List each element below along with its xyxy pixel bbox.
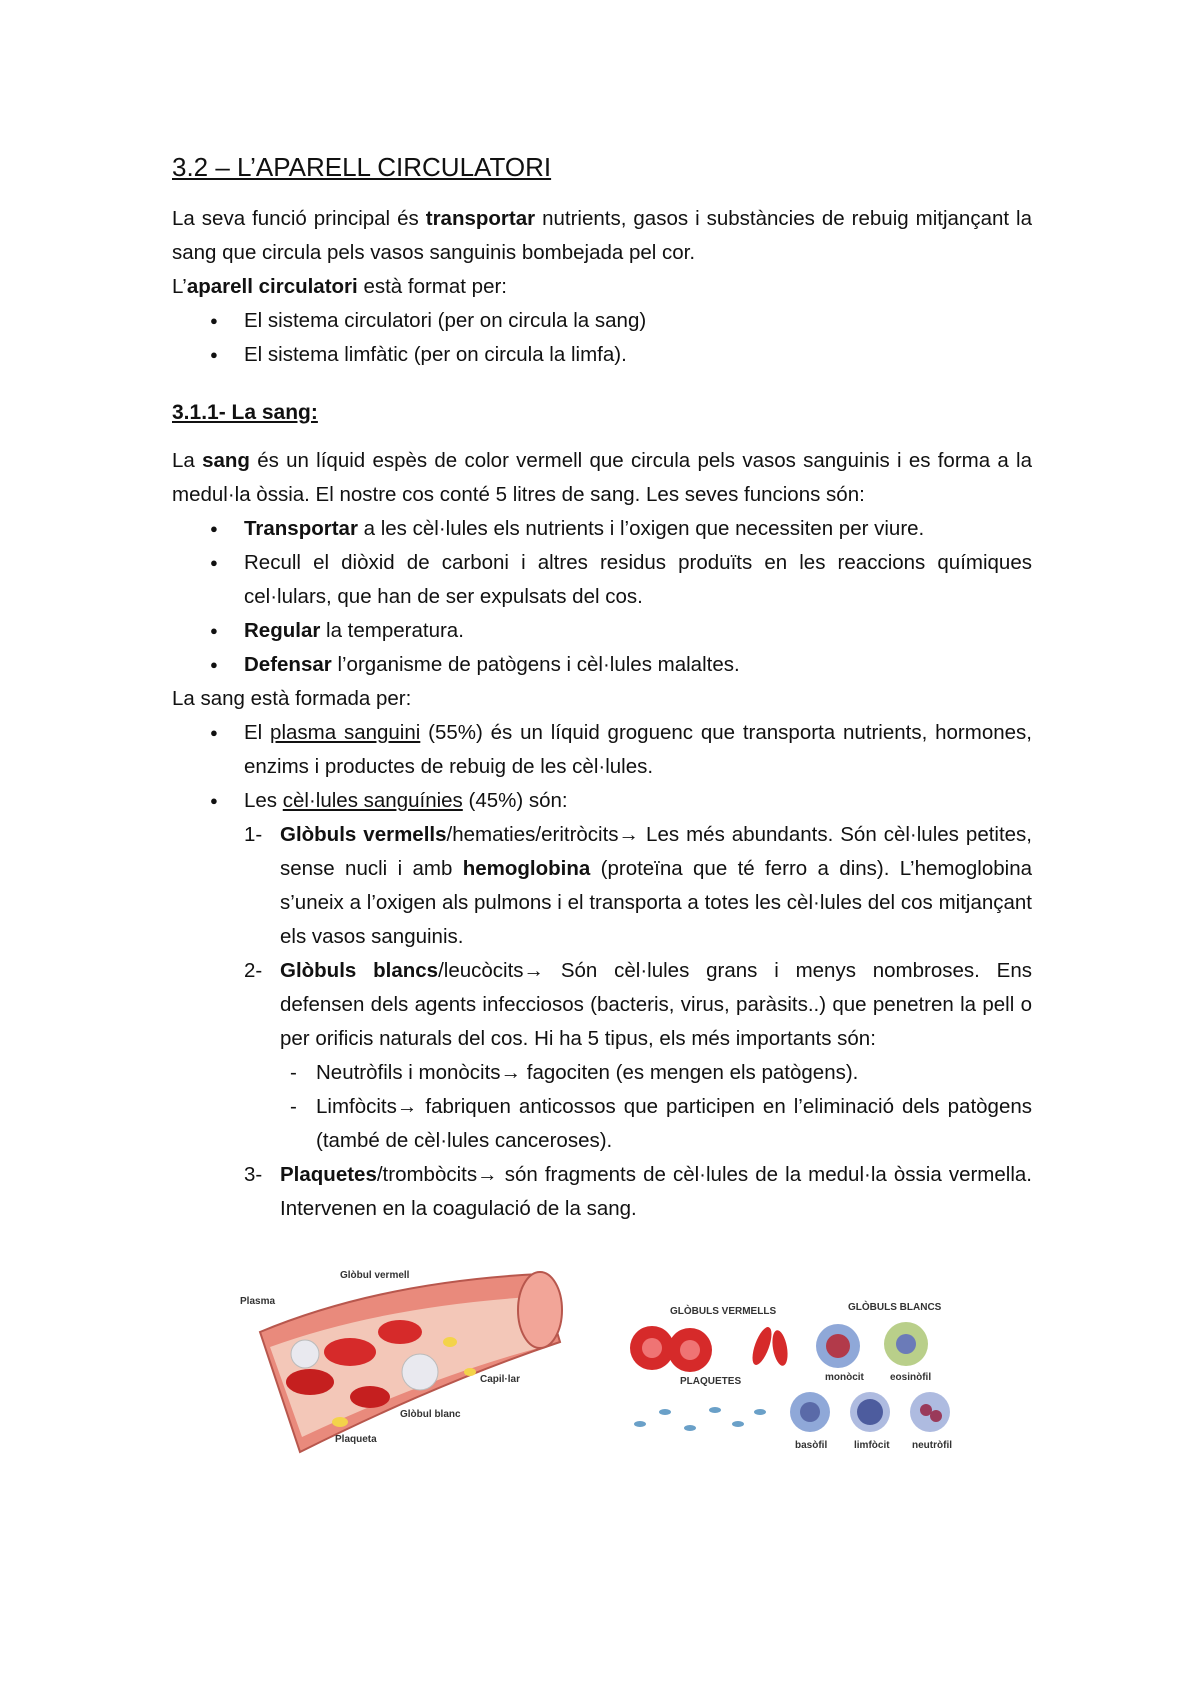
bold-text: Defensar bbox=[244, 653, 332, 676]
intro-paragraph-2 bbox=[172, 270, 1032, 304]
arrow-icon: → bbox=[477, 1163, 498, 1186]
red-blood-cell bbox=[378, 1320, 422, 1344]
platelet bbox=[634, 1421, 646, 1427]
red-blood-cell bbox=[324, 1338, 376, 1366]
text: La seva funció principal és bbox=[172, 207, 426, 230]
red-blood-cell-center bbox=[642, 1338, 662, 1358]
cells-list-cont bbox=[172, 1158, 1032, 1226]
list-item bbox=[172, 1056, 1032, 1090]
platelet bbox=[754, 1409, 766, 1415]
arrow-icon: → bbox=[396, 1095, 418, 1118]
arrow-icon: → bbox=[523, 959, 545, 982]
list-item bbox=[172, 1090, 1032, 1158]
arrow-icon: → bbox=[618, 823, 640, 846]
composition-list bbox=[172, 716, 1032, 818]
monocyte-nucleus bbox=[826, 1334, 850, 1358]
text: està format per: bbox=[357, 275, 508, 298]
figures bbox=[0, 1262, 1200, 1462]
platelet bbox=[464, 1368, 476, 1376]
red-blood-cell bbox=[350, 1386, 390, 1408]
red-blood-cell-side bbox=[770, 1329, 790, 1367]
text: l’organisme de patògens i cèl·lules malaltes. bbox=[331, 653, 740, 676]
text: La bbox=[172, 449, 203, 472]
text: fagociten (es mengen els patògens). bbox=[521, 1061, 859, 1084]
text: Recull el diòxid de carboni i altres residus produïts en les reaccions químiques cel·lulars, que han de ser expulsats del cos. bbox=[244, 551, 1032, 608]
platelet bbox=[709, 1407, 721, 1413]
neutrophil-nucleus bbox=[930, 1410, 942, 1422]
list-item bbox=[172, 614, 1032, 648]
text: nutrients, gasos i substàncies de rebuig mitjançant la sang que circula pels vasos sanguinis bombejada pel cor. bbox=[172, 207, 1033, 264]
text: a les cèl·lules els nutrients i l’oxigen que necessiten per viure. bbox=[357, 517, 925, 540]
eosinophil-nucleus bbox=[896, 1334, 916, 1354]
blood-vessel-illustration bbox=[240, 1262, 580, 1462]
label-globuls-vermells: GLÒBULS VERMELLS bbox=[670, 1306, 777, 1317]
label-plaquetes: PLAQUETES bbox=[680, 1376, 742, 1387]
text: fabriquen anticossos que participen en l’eliminació dels patògens (també de cèl·lules canceroses). bbox=[316, 1095, 1032, 1152]
bold-text: Glòbuls vermells bbox=[280, 823, 447, 846]
section-heading: 3.1.1- La sang: bbox=[172, 401, 318, 424]
bold-text: Transportar bbox=[244, 517, 358, 540]
text: (proteïna que té ferro a dins). L’hemoglobina s’uneix a l’oxigen als pulmons i el transporta a totes les cèl·lules del cos mitjançant els vasos sanguinis. bbox=[280, 857, 1032, 948]
bold-text: hemoglobina bbox=[462, 857, 591, 880]
list-number: 3- bbox=[244, 1163, 263, 1186]
text: /hematies/eritròcits bbox=[446, 823, 619, 846]
label-globuls-blancs: GLÒBULS BLANCS bbox=[848, 1302, 942, 1313]
label-eosinofil: eosinòfil bbox=[890, 1372, 932, 1383]
list-item bbox=[172, 818, 1032, 954]
label-globul-vermell: Glòbul vermell bbox=[340, 1270, 410, 1281]
red-blood-cell-center bbox=[680, 1340, 700, 1360]
text: Són cèl·lules grans i menys nombroses. Ens defensen dels agents infecciosos (bacteris, virus, paràsits..) que penetren la pell o per orificis naturals del cos. Hi ha 5 tipus, els més importants són: bbox=[280, 959, 1032, 1050]
text: El bbox=[244, 721, 271, 744]
intro-bullet-list bbox=[172, 304, 1032, 372]
section-paragraph-2: La sang està formada per: bbox=[172, 687, 412, 710]
text: Les bbox=[244, 789, 283, 812]
list-item bbox=[172, 648, 1032, 682]
text: Les més abundants. Són cèl·lules petites, sense nucli i amb bbox=[280, 823, 1033, 880]
vessel-opening bbox=[518, 1272, 562, 1348]
bold-text: Plaquetes bbox=[280, 1163, 377, 1186]
text: (45%) són: bbox=[462, 789, 568, 812]
functions-list bbox=[172, 512, 1032, 682]
list-item bbox=[172, 1158, 1032, 1226]
platelet bbox=[443, 1337, 457, 1347]
platelet bbox=[732, 1421, 744, 1427]
text: la temperatura. bbox=[320, 619, 464, 642]
text: Neutròfils i monòcits bbox=[316, 1061, 501, 1084]
label-globul-blanc: Glòbul blanc bbox=[400, 1409, 461, 1420]
label-capillar: Capil·lar bbox=[480, 1374, 521, 1385]
cells-list bbox=[172, 818, 1032, 1056]
bold-text: transportar bbox=[425, 207, 536, 230]
bold-text: Glòbuls blancs bbox=[280, 959, 439, 982]
label-plaqueta: Plaqueta bbox=[335, 1434, 377, 1445]
lymphocyte-nucleus bbox=[857, 1399, 883, 1425]
bold-text: Regular bbox=[244, 619, 321, 642]
list-number: 1- bbox=[244, 823, 263, 846]
list-item bbox=[172, 716, 1032, 784]
list-item bbox=[172, 512, 1032, 546]
list-item bbox=[172, 954, 1032, 1056]
label-basofil: basòfil bbox=[795, 1440, 828, 1451]
platelet bbox=[684, 1425, 696, 1431]
text: /leucòcits bbox=[438, 959, 524, 982]
platelet bbox=[659, 1409, 671, 1415]
text: Limfòcits bbox=[316, 1095, 397, 1118]
label-limfocit: limfòcit bbox=[854, 1440, 890, 1451]
blood-cells-illustration bbox=[620, 1262, 980, 1462]
intro-paragraph-1 bbox=[172, 202, 1032, 270]
basophil-nucleus bbox=[800, 1402, 820, 1422]
red-blood-cell-side bbox=[749, 1325, 776, 1367]
underlined-text: cèl·lules sanguínies bbox=[282, 789, 463, 812]
label-plasma: Plasma bbox=[240, 1296, 276, 1307]
text: és un líquid espès de color vermell que circula pels vasos sanguinis i es forma a la medul·la òssia. El nostre cos conté 5 litres de sang. Les seves funcions són: bbox=[172, 449, 1033, 506]
list-item bbox=[172, 546, 1032, 614]
text: L’ bbox=[172, 275, 187, 298]
leucocyte-types-list bbox=[172, 1056, 1032, 1158]
neutrophil-nucleus bbox=[920, 1404, 932, 1416]
list-number: 2- bbox=[244, 959, 263, 982]
platelet bbox=[332, 1417, 348, 1427]
arrow-icon: → bbox=[500, 1061, 522, 1084]
label-neutrofil: neutròfil bbox=[912, 1440, 952, 1451]
text: (55%) és un líquid groguenc que transporta nutrients, hormones, enzims i productes de rebuig de les cèl·lules. bbox=[244, 721, 1032, 778]
bold-text: sang bbox=[202, 449, 250, 472]
label-monocit: monòcit bbox=[825, 1372, 864, 1383]
list-item bbox=[172, 784, 1032, 818]
white-blood-cell bbox=[291, 1340, 319, 1368]
text: són fragments de cèl·lules de la medul·la òssia vermella. Intervenen en la coagulació de la sang. bbox=[280, 1163, 1032, 1220]
list-item: ● El sistema circulatori (per on circula la sang) bbox=[172, 304, 1032, 338]
underlined-text: plasma sanguini bbox=[270, 721, 421, 744]
document-page bbox=[172, 150, 1032, 1226]
list-item: ● El sistema limfàtic (per on circula la limfa). bbox=[172, 338, 1032, 372]
white-blood-cell bbox=[402, 1354, 438, 1390]
bold-text: aparell circulatori bbox=[186, 275, 358, 298]
page-title: 3.2 – L’APARELL CIRCULATORI bbox=[172, 152, 552, 182]
text: /trombòcits bbox=[376, 1163, 478, 1186]
red-blood-cell bbox=[286, 1369, 334, 1395]
section-paragraph-1 bbox=[172, 444, 1032, 512]
